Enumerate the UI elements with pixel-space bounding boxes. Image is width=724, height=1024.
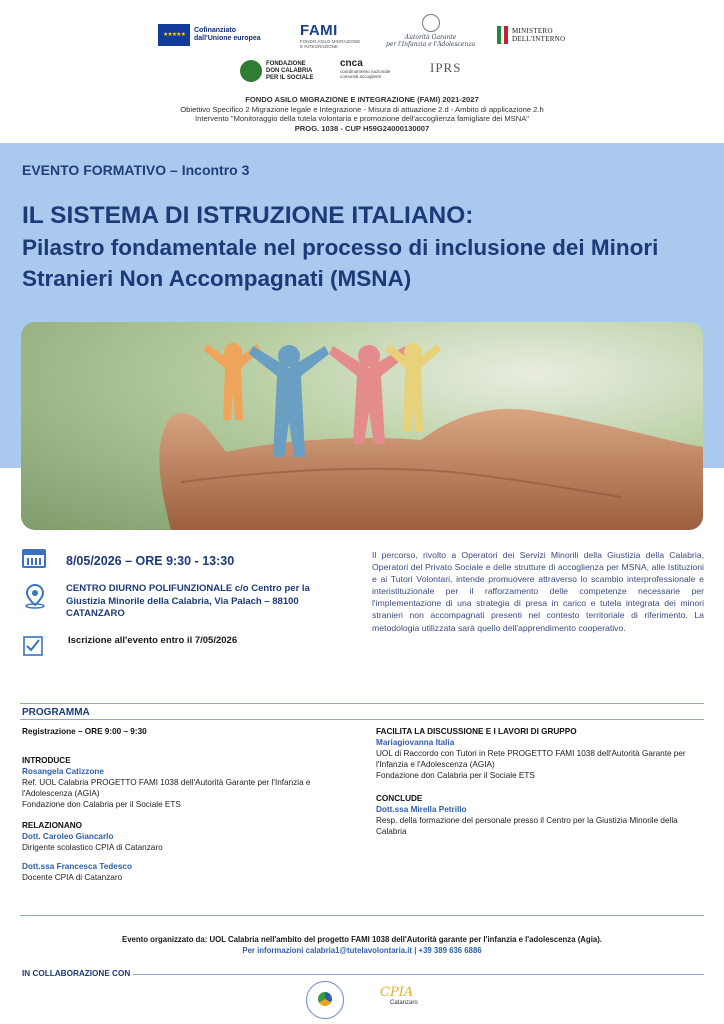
hands-paper-people-illustration: [21, 322, 703, 530]
contact-info: Per informazioni calabria1@tutelavolontaria.it | +39 389 636 6886: [242, 946, 482, 955]
agia-emblem-icon: [422, 14, 440, 32]
programme-left-column: [22, 726, 342, 883]
location-pin-icon: [22, 583, 48, 609]
registration-time: Registrazione – ORE 9:00 – 9:30: [22, 727, 147, 736]
enrolment-deadline: Iscrizione all'evento entro il 7/05/2026: [68, 635, 238, 646]
cpia-logo-sub: Catanzaro: [390, 1000, 418, 1006]
conclusion-role: Resp. della formazione del personale presso il Centro per la Giustizia Minorile della Calabria: [376, 816, 678, 836]
eu-logo: [158, 24, 261, 46]
facilitator-role: UOL di Raccordo con Tutori in Rete PROGETTO FAMI 1038 dell'Autorità Garante per l'Infanzia e l'Adolescenza (AGIA): [376, 749, 686, 769]
eu-logo-line2: dall'Unione europea: [194, 35, 261, 42]
don-calabria-line2: DON CALABRIA: [266, 67, 313, 74]
agia-logo-line2: per l'Infanzia e l'Adolescenza: [386, 41, 476, 48]
event-label: EVENTO FORMATIVO – Incontro 3: [22, 162, 250, 178]
speakers-heading: RELAZIONANO: [22, 821, 83, 830]
speaker1-name: Dott. Caroleo Giancarlo: [22, 832, 114, 841]
programme-right-column: [376, 726, 706, 837]
collaboration-heading: IN COLLABORAZIONE CON: [22, 969, 131, 978]
iprs-logo: [430, 60, 461, 76]
footer-divider: [20, 915, 704, 916]
agia-logo-line1: Autorità Garante: [404, 34, 457, 41]
programme-heading: PROGRAMMA: [22, 707, 90, 718]
intro-speaker-role: Ref. UOL Calabria PROGETTO FAMI 1038 dell'Autorità Garante per l'Infanzia e l'Adolescenza (AGIA): [22, 778, 311, 798]
paper-person-yellow: [385, 343, 441, 432]
fami-logo-sub1: FONDO ASILO MIGRAZIONE: [300, 39, 361, 44]
partner-seal-mark-icon: [318, 992, 332, 1006]
agia-logo: [386, 14, 475, 48]
facilitator-org: Fondazione don Calabria per il Sociale ETS: [376, 771, 535, 780]
fami-logo-sub2: E INTEGRAZIONE: [300, 44, 339, 49]
ministero-logo-line1: MINISTERO: [512, 27, 553, 35]
programme-top-divider: [20, 703, 704, 704]
programme-heading-divider: [20, 719, 704, 720]
hero-image: [21, 322, 703, 530]
partner-logos-top: [0, 14, 724, 56]
calendar-icon: [22, 549, 46, 568]
cnca-logo-mark: cnca: [340, 58, 363, 69]
eu-flag-icon: ★★★★★: [158, 24, 190, 46]
iprs-logo-mark: IPRS: [430, 60, 462, 75]
conclusion-name: Dott.ssa Mirella Petrillo: [376, 805, 467, 814]
cpia-logo-mark: CPIA: [380, 985, 414, 1000]
organizer-note: Evento organizzato da: UOL Calabria nell'ambito del progetto FAMI 1038 dell'Autorità garante per l'infanzia e l'adolescenza (Agia).: [122, 935, 602, 944]
eu-logo-line1: Cofinanziato: [194, 27, 236, 34]
ministero-logo-line2: DELL'INTERNO: [512, 35, 566, 43]
event-description: Il percorso, rivolto a Operatori dei Servizi Minorili della Giustizia della Calabria, Operatori del Privato Sociale e delle strutture di accoglienza per MSNA, alle Istituzioni e ai Tutori Volontari, intende promuovere attraverso lo scambio interprofessionale e interistituzionale per il rafforzamento delle competenze necessarie per l'implementazione di una strategia di presa in carico e tutela integrata dei minori stranieri non accompagnati presenti nel contesto territoriale di riferimento. La metodologia utilizzata sarà quello dell'apprendimento cooperativo.: [372, 550, 704, 633]
page-subtitle: Pilastro fondamentale nel processo di inclusione dei Minori Stranieri Non Accompagnati (MSNA): [22, 235, 659, 291]
conclusion-heading: CONCLUDE: [376, 794, 423, 803]
don-calabria-mark-icon: [240, 60, 262, 82]
fami-logo: [300, 22, 360, 49]
project-info: [0, 95, 724, 133]
collaboration-divider: [133, 974, 704, 975]
facilitator-heading: FACILITA LA DISCUSSIONE E I LAVORI DI GRUPPO: [376, 727, 577, 736]
cpia-logo: [380, 985, 430, 1015]
partner-seal-logo: [306, 981, 344, 1019]
checkbox-icon: [23, 636, 43, 656]
facilitator-name: Mariagiovanna Italia: [376, 738, 455, 747]
don-calabria-line1: FONDAZIONE: [266, 60, 306, 67]
speaker2-name: Dott.ssa Francesca Tedesco: [22, 862, 132, 871]
event-location: CENTRO DIURNO POLIFUNZIONALE c/o Centro per la Giustizia Minorile della Calabria, Via Palach – 88100 CATANZARO: [66, 583, 310, 619]
page-title: IL SISTEMA DI ISTRUZIONE ITALIANO:: [22, 202, 474, 229]
ministero-logo: [497, 26, 565, 44]
don-calabria-logo: [240, 60, 314, 82]
don-calabria-line3: PER IL SOCIALE: [266, 74, 314, 81]
partner-logos-bottom: [0, 56, 724, 86]
project-intervention: Intervento "Monitoraggio della tutela volontaria e promozione dell'accoglienza famigliare dei MSNA": [195, 114, 529, 124]
cnca-logo-sub1: coordinamento nazionale: [340, 69, 391, 74]
italian-flag-icon: [497, 26, 508, 44]
intro-speaker-name: Rosangela Catizzone: [22, 767, 104, 776]
project-code: PROG. 1038 - CUP H59G24000130007: [294, 123, 430, 133]
cnca-logo-sub2: comunità accoglienti: [340, 74, 381, 79]
fami-logo-mark: FAMI: [300, 22, 338, 39]
intro-speaker-org: Fondazione don Calabria per il Sociale ETS: [22, 800, 181, 809]
cnca-logo: [340, 58, 390, 79]
event-date: 8/05/2026 – ORE 9:30 - 13:30: [66, 554, 235, 568]
intro-heading: INTRODUCE: [22, 756, 71, 765]
project-objective: Obiettivo Specifico 2 Migrazione legale e Integrazione - Misura di attuazione 2.d - Ambito di applicazione 2.h: [180, 104, 544, 114]
speaker1-role: Dirigente scolastico CPIA di Catanzaro: [22, 843, 163, 852]
project-title: FONDO ASILO MIGRAZIONE E INTEGRAZIONE (FAMI) 2021-2027: [245, 95, 479, 104]
speaker2-role: Docente CPIA di Catanzaro: [22, 873, 123, 882]
